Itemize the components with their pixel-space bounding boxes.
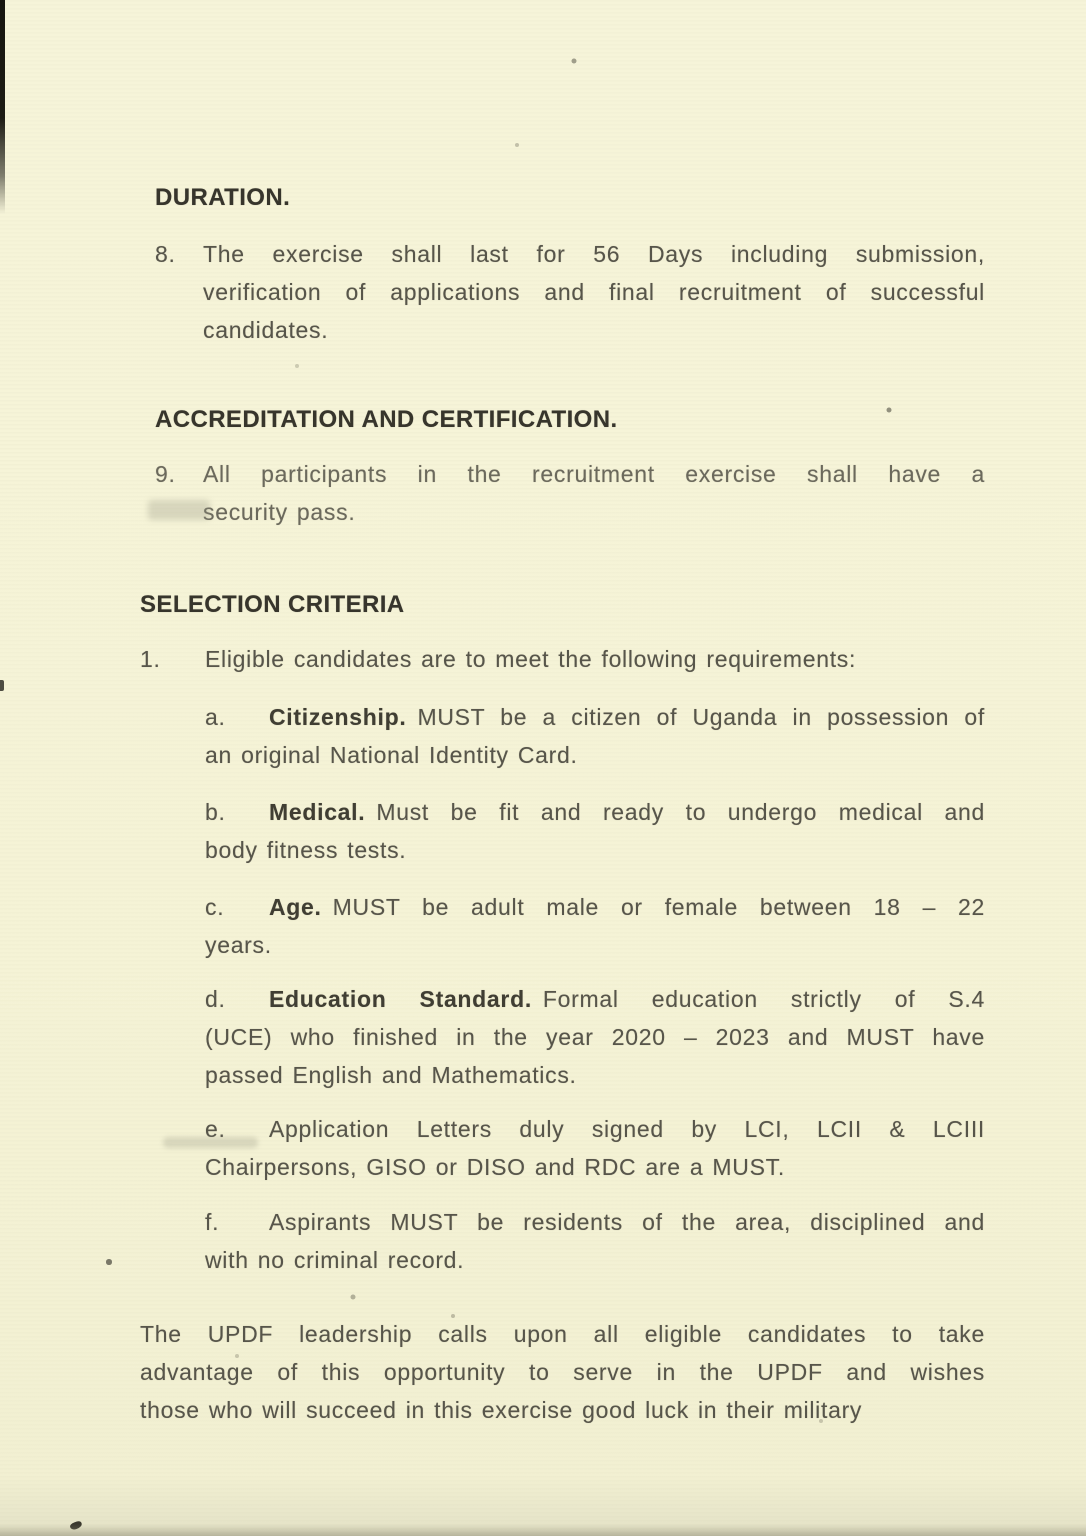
lettered-item-e	[205, 1110, 985, 1186]
text-line: candidates.	[203, 317, 329, 343]
text-line: passed English and Mathematics.	[205, 1062, 577, 1088]
text-line: (UCE) who finished in the year 2020 – 2023 and MUST have	[205, 1024, 985, 1050]
text-line: verification of applications and final recruitment of successful	[203, 279, 985, 305]
item-number: 9.	[155, 461, 176, 487]
scan-edge-artifact	[0, 0, 5, 214]
scan-bottom-edge-artifact	[0, 1524, 1086, 1536]
item-letter: e.	[205, 1116, 226, 1142]
item-text	[203, 455, 985, 531]
text-line: security pass.	[203, 499, 356, 525]
scan-specks-artifact	[0, 0, 2, 2]
text-line: Eligible candidates are to meet the following requirements:	[205, 646, 857, 672]
item-letter: c.	[205, 894, 225, 920]
item-lead-medical: Medical.	[269, 799, 366, 825]
closing-paragraph	[140, 1315, 985, 1429]
text-line	[205, 1110, 985, 1148]
numbered-item-8	[155, 235, 985, 349]
numbered-item-9	[155, 455, 985, 531]
lettered-item-d	[205, 980, 985, 1094]
text-run: MUST be a citizen of Uganda in possession of	[417, 704, 985, 730]
numbered-item-1	[140, 640, 985, 678]
item-text	[205, 640, 985, 678]
lettered-item-b	[205, 793, 985, 869]
text-line: The exercise shall last for 56 Days including submission,	[203, 241, 985, 267]
text-run: Aspirants MUST be residents of the area, disciplined and	[269, 1209, 985, 1235]
scan-edge-dash-artifact	[0, 680, 4, 691]
item-letter: f.	[205, 1209, 220, 1235]
item-text	[203, 235, 985, 349]
scan-smudge-artifact	[148, 500, 210, 520]
item-lead-education-standard: Education Standard.	[269, 986, 532, 1012]
text-line: body fitness tests.	[205, 837, 407, 863]
text-line: with no criminal record.	[205, 1247, 465, 1273]
text-line	[205, 793, 985, 831]
item-lead-age: Age.	[269, 894, 322, 920]
section-heading-duration: DURATION.	[155, 184, 291, 211]
item-letter: b.	[205, 799, 226, 825]
section-heading-selection-criteria: SELECTION CRITERIA	[140, 591, 405, 618]
text-line: those who will succeed in this exercise good luck in their military	[140, 1397, 863, 1423]
text-line: an original National Identity Card.	[205, 742, 578, 768]
section-heading-accreditation: ACCREDITATION AND CERTIFICATION.	[155, 406, 618, 433]
item-lead-citizenship: Citizenship.	[269, 704, 407, 730]
lettered-item-f	[205, 1203, 985, 1279]
item-number: 8.	[155, 241, 176, 267]
item-letter: a.	[205, 704, 226, 730]
item-letter: d.	[205, 986, 226, 1012]
lettered-item-a	[205, 698, 985, 774]
scan-smudge-artifact	[163, 1137, 258, 1148]
text-line	[205, 698, 985, 736]
item-number: 1.	[140, 646, 161, 672]
text-run: MUST be adult male or female between 18 – 22	[332, 894, 985, 920]
text-run: Formal education strictly of S.4	[542, 986, 985, 1012]
text-line: Chairpersons, GISO or DISO and RDC are a MUST.	[205, 1154, 785, 1180]
text-line	[205, 1203, 985, 1241]
lettered-item-c	[205, 888, 985, 964]
text-line: advantage of this opportunity to serve in the UPDF and wishes	[140, 1359, 985, 1385]
text-line: All participants in the recruitment exercise shall have a	[203, 461, 985, 487]
text-run: Must be fit and ready to undergo medical and	[376, 799, 985, 825]
text-run: Application Letters duly signed by LCI, LCII & LCIII	[269, 1116, 985, 1142]
text-line: years.	[205, 932, 272, 958]
text-line	[205, 888, 985, 926]
text-line: The UPDF leadership calls upon all eligible candidates to take	[140, 1321, 985, 1347]
text-line	[205, 980, 985, 1018]
